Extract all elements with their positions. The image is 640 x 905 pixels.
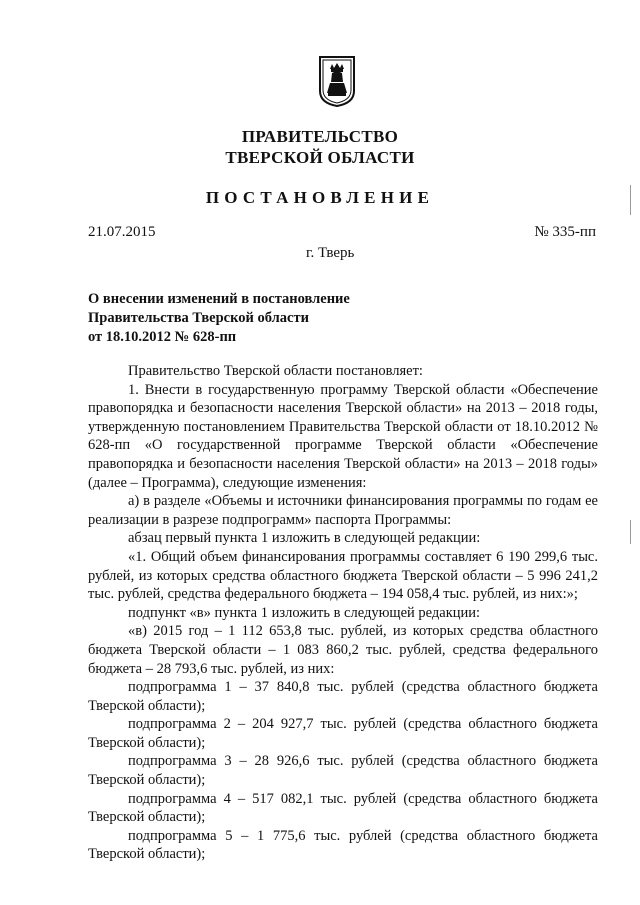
subject-line: Правительства Тверской области (88, 310, 309, 326)
body-paragraph: подпрограмма 2 – 204 927,7 тыс. рублей (средства областного бюджета Тверской области); (88, 716, 598, 751)
subject-line: О внесении изменений в постановление (88, 291, 350, 307)
body-paragraph: абзац первый пункта 1 изложить в следующей редакции: (128, 530, 481, 547)
document-number: № 335-пп (534, 224, 596, 240)
body-paragraph: Правительство Тверской области постановляет: (128, 363, 423, 379)
government-title-line1: ПРАВИТЕЛЬСТВО (241, 127, 399, 146)
body-paragraph: «1. Общий объем финансирования программы составляет 6 190 299,6 тыс. рублей, из которых средства областного бюджета Тверской области – 5 996 241,2 тыс. рублей, средства федерального бюджета – 194 058,4 тыс. рублей, из них:»; (88, 548, 598, 603)
body-paragraph: подпрограмма 4 – 517 082,1 тыс. рублей (средства областного бюджета Тверской области); (88, 790, 598, 826)
government-title-line2: ТВЕРСКОЙ ОБЛАСТИ (225, 148, 415, 167)
body-paragraph: «в) 2015 год – 1 112 653,8 тыс. рублей, из которых средства областного бюджета Тверской области – 1 083 860,2 тыс. рублей, средства федерального бюджета – 28 793,6 тыс. рублей, из них: (88, 623, 598, 677)
body-paragraph: подпрограмма 1 – 37 840,8 тыс. рублей (средства областного бюджета Тверской области); (88, 679, 598, 714)
document-body (88, 362, 598, 864)
document-subject (88, 290, 350, 347)
scan-margin-mark (630, 185, 631, 215)
coat-of-arms-icon (318, 55, 356, 107)
body-paragraph: а) в разделе «Объемы и источники финансирования программы по годам ее реализации в разрезе подпрограмм» паспорта Программы: (88, 493, 598, 528)
document-city: г. Тверь (306, 245, 355, 261)
body-paragraph: 1. Внести в государственную программу Тверской области «Обеспечение правопорядка и безопасности населения Тверской области» на 2013 – 2018 годы, утвержденную постановлением Правительства Тверской области от 18.10.2012 № 628-пп «О государственной программе Тверской области «Обеспечение правопорядка и безопасности населения Тверской области» на 2013 – 2018 годы» (далее – Программа), следующие изменения: (88, 381, 598, 491)
document-date: 21.07.2015 (88, 224, 156, 240)
scan-margin-mark (630, 520, 631, 544)
document-type-title: ПОСТАНОВЛЕНИЕ (205, 188, 435, 207)
body-paragraph: подпункт «в» пункта 1 изложить в следующей редакции: (128, 604, 481, 621)
body-paragraph: подпрограмма 5 – 1 775,6 тыс. рублей (средства областного бюджета Тверской области); (88, 827, 598, 863)
body-paragraph: подпрограмма 3 – 28 926,6 тыс. рублей (средства областного бюджета Тверской области); (88, 753, 598, 789)
subject-line: от 18.10.2012 № 628-пп (88, 329, 237, 345)
